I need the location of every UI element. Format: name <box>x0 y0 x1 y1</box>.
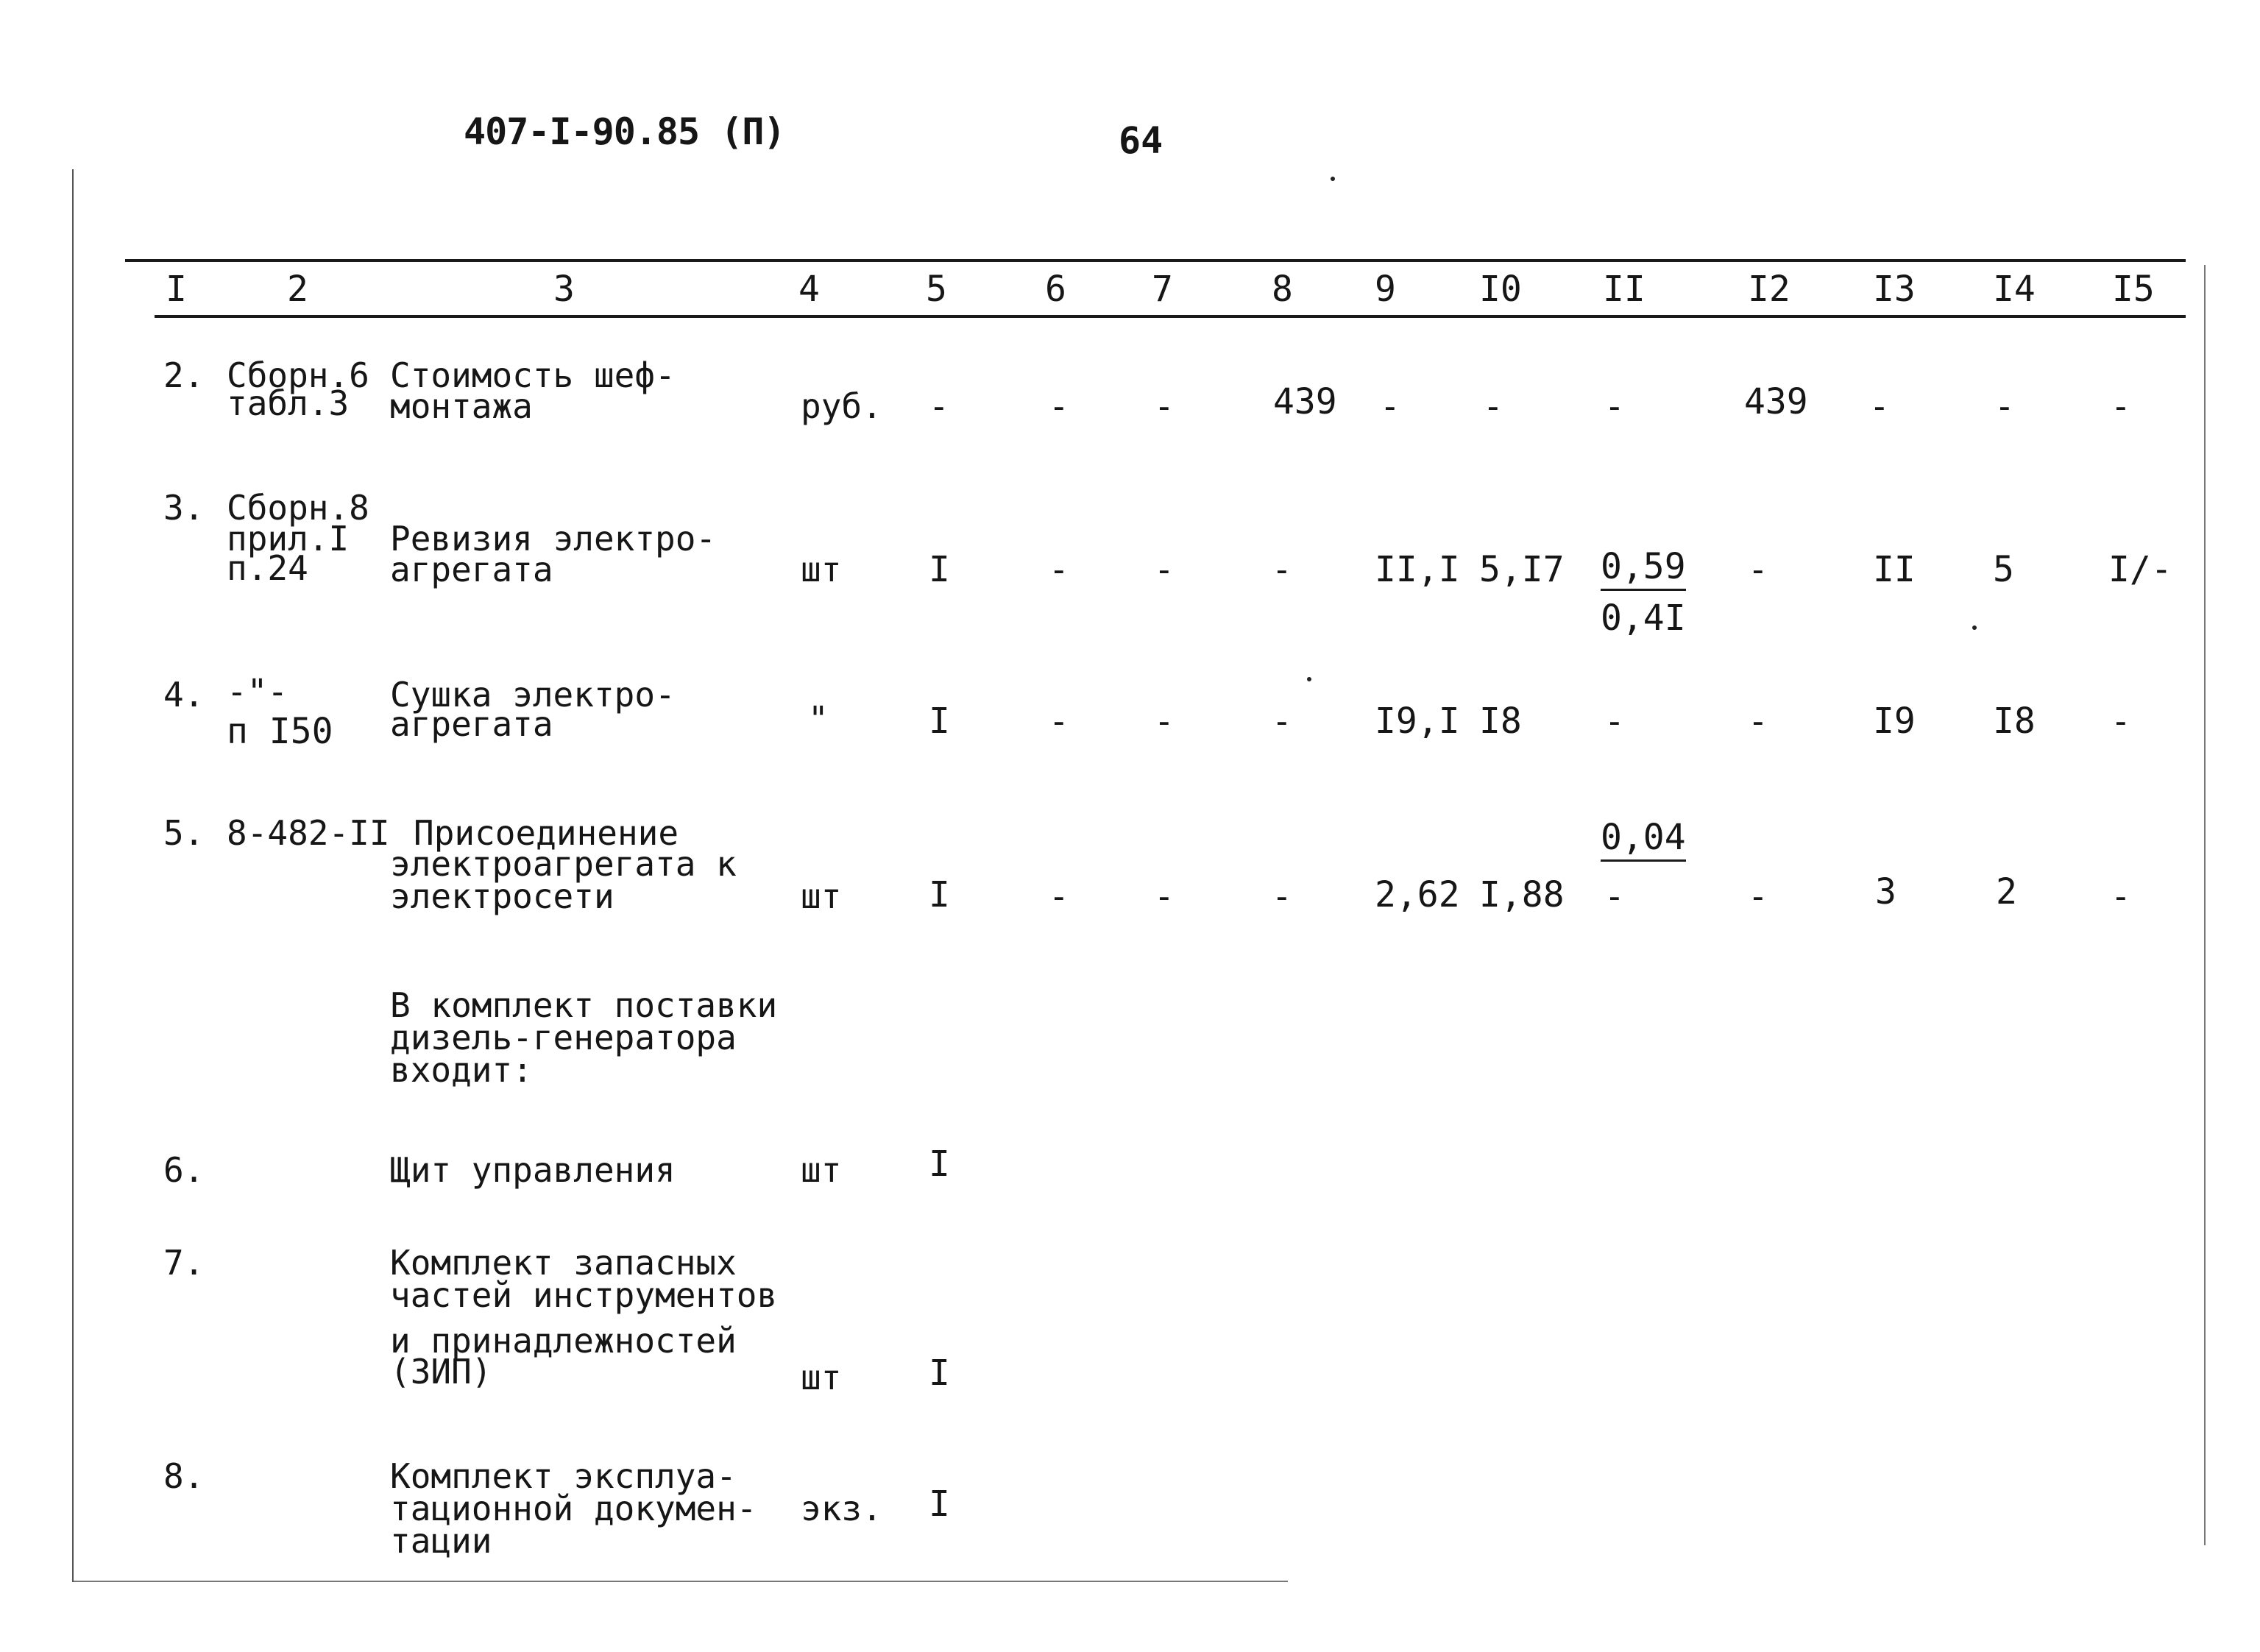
row5-col10: I,88 <box>1479 874 1565 915</box>
row2-col10: - <box>1483 386 1503 426</box>
row4-col6: - <box>1049 701 1069 741</box>
row2-unit: руб. <box>801 386 882 426</box>
delivery-note-line3: входит: <box>390 1050 533 1090</box>
row3-col11-bottom: 0,4I <box>1601 598 1686 639</box>
row5-col5: I <box>929 874 950 915</box>
row5-name-line1: Присоединение <box>414 813 679 853</box>
col-header-8: 8 <box>1272 269 1293 310</box>
row3-col14: 5 <box>1993 549 2014 590</box>
row7-name-line1: Комплект запасных <box>390 1243 737 1283</box>
row8-unit: экз. <box>801 1489 882 1528</box>
row3-col6: - <box>1049 550 1069 589</box>
row3-col10: 5,I7 <box>1479 549 1565 590</box>
row3-number: 3. <box>163 488 205 528</box>
row5-col15: - <box>2111 876 2131 916</box>
col-header-10: I0 <box>1479 269 1522 310</box>
row3-col15: I/- <box>2108 549 2172 590</box>
col-header-12: I2 <box>1748 269 1790 310</box>
row3-col11-top-value: 0,59 <box>1601 546 1686 591</box>
row6-col5: I <box>929 1144 950 1185</box>
row2-source-line1: Сборн.6 <box>227 355 369 395</box>
row3-col11-top <box>1601 546 1686 587</box>
row2-name-line1: Стоимость шеф- <box>390 355 676 395</box>
row5-col8: - <box>1272 876 1292 916</box>
col-header-14: I4 <box>1993 269 2036 310</box>
row5-col14: 2 <box>1996 871 2017 912</box>
scan-speck <box>1972 625 1977 630</box>
table-top-rule <box>125 259 2186 262</box>
row8-col5: I <box>929 1483 950 1525</box>
row7-col5: I <box>929 1353 950 1394</box>
row5-col11-bottom: - <box>1604 876 1625 916</box>
row7-number: 7. <box>163 1243 205 1283</box>
row5-name-line2: электроагрегата к <box>390 844 737 884</box>
row4-col12: - <box>1748 701 1768 741</box>
row8-number: 8. <box>163 1456 205 1496</box>
row8-name-line2: тационной докумен- <box>390 1489 757 1528</box>
row5-col12: - <box>1748 876 1768 916</box>
row7-name-line2: частей инструментов <box>390 1275 778 1315</box>
page-number: 64 <box>1119 119 1163 162</box>
col-header-11: II <box>1603 269 1646 310</box>
row2-col6: - <box>1049 386 1069 426</box>
row6-name: Щит управления <box>390 1150 676 1190</box>
row3-source-line2: прил.I <box>227 519 350 559</box>
row4-col7: - <box>1154 701 1175 741</box>
col-header-15: I5 <box>2112 269 2155 310</box>
scan-speck <box>1331 177 1335 181</box>
row4-name-line1: Сушка электро- <box>390 675 676 715</box>
row3-col12: - <box>1748 550 1768 589</box>
row4-source-line1: -"- <box>227 672 288 712</box>
row2-col15: - <box>2111 386 2131 426</box>
row3-col13: II <box>1873 549 1916 590</box>
row5-col13: 3 <box>1875 871 1896 912</box>
row6-unit: шт <box>801 1150 842 1190</box>
row2-col8: 439 <box>1273 381 1337 422</box>
col-header-7: 7 <box>1152 269 1173 310</box>
row2-number: 2. <box>163 355 205 395</box>
row8-name-line1: Комплект эксплуа- <box>390 1456 737 1496</box>
row5-number: 5. <box>163 813 205 853</box>
row4-col13: I9 <box>1873 701 1916 742</box>
row5-source: 8-482-II <box>227 813 390 853</box>
row4-number: 4. <box>163 675 205 715</box>
row4-col5: I <box>929 701 950 742</box>
document-code: 407-I-90.85 (П) <box>464 110 785 153</box>
col-header-3: 3 <box>553 269 575 310</box>
table-header-rule <box>155 315 2186 318</box>
row2-col14: - <box>1994 386 2015 426</box>
delivery-note-line1: В комплект поставки <box>390 985 778 1025</box>
row5-col9: 2,62 <box>1375 874 1460 915</box>
row5-col11-top-value: 0,04 <box>1601 817 1686 862</box>
row4-source-line2: п I50 <box>227 711 333 752</box>
page-border-bottom <box>74 1581 1288 1582</box>
scan-speck <box>1307 677 1311 681</box>
row3-unit: шт <box>801 550 842 589</box>
row4-name-line2: агрегата <box>390 704 553 744</box>
row2-source-line2: табл.3 <box>227 383 350 423</box>
row2-col9: - <box>1380 386 1400 426</box>
col-header-13: I3 <box>1873 269 1916 310</box>
row3-name-line1: Ревизия электро- <box>390 519 717 559</box>
row7-unit: шт <box>801 1358 842 1397</box>
col-header-9: 9 <box>1375 269 1396 310</box>
col-header-6: 6 <box>1045 269 1066 310</box>
row5-name-line3: электросети <box>390 876 614 916</box>
page-border-left <box>72 169 74 1582</box>
row3-col8: - <box>1272 550 1292 589</box>
row7-name-line3: и принадлежностей <box>390 1321 737 1361</box>
row3-col9: II,I <box>1375 549 1460 590</box>
row3-col5: I <box>929 549 950 590</box>
row3-source-line3: п.24 <box>227 548 308 588</box>
row2-col12: 439 <box>1744 381 1808 422</box>
row5-col11-top <box>1601 817 1686 858</box>
row4-col9: I9,I <box>1375 701 1460 742</box>
delivery-note-line2: дизель-генератора <box>390 1018 737 1057</box>
row2-name-line2: монтажа <box>390 386 533 426</box>
row4-col11: - <box>1604 701 1625 741</box>
row2-col13: - <box>1869 386 1890 426</box>
row3-name-line2: агрегата <box>390 550 553 589</box>
col-header-5: 5 <box>926 269 947 310</box>
row3-col7: - <box>1154 550 1175 589</box>
row4-col10: I8 <box>1479 701 1522 742</box>
row4-col8: - <box>1272 701 1292 741</box>
row4-col14: I8 <box>1993 701 2036 742</box>
row3-source-line1: Сборн.8 <box>227 488 369 528</box>
row2-col11: - <box>1604 386 1625 426</box>
col-header-4: 4 <box>798 269 820 310</box>
page-border-right <box>2204 265 2206 1545</box>
col-header-1: I <box>166 269 187 310</box>
row8-name-line3: тации <box>390 1521 492 1561</box>
row2-col5: - <box>929 386 949 426</box>
row4-unit: " <box>808 699 829 739</box>
row6-number: 6. <box>163 1150 205 1190</box>
row7-name-line4: (ЗИП) <box>390 1352 492 1392</box>
row2-col7: - <box>1154 386 1175 426</box>
row5-col7: - <box>1154 876 1175 916</box>
row5-unit: шт <box>801 876 842 916</box>
row4-col15: - <box>2111 701 2131 741</box>
row5-col6: - <box>1049 876 1069 916</box>
col-header-2: 2 <box>287 269 308 310</box>
